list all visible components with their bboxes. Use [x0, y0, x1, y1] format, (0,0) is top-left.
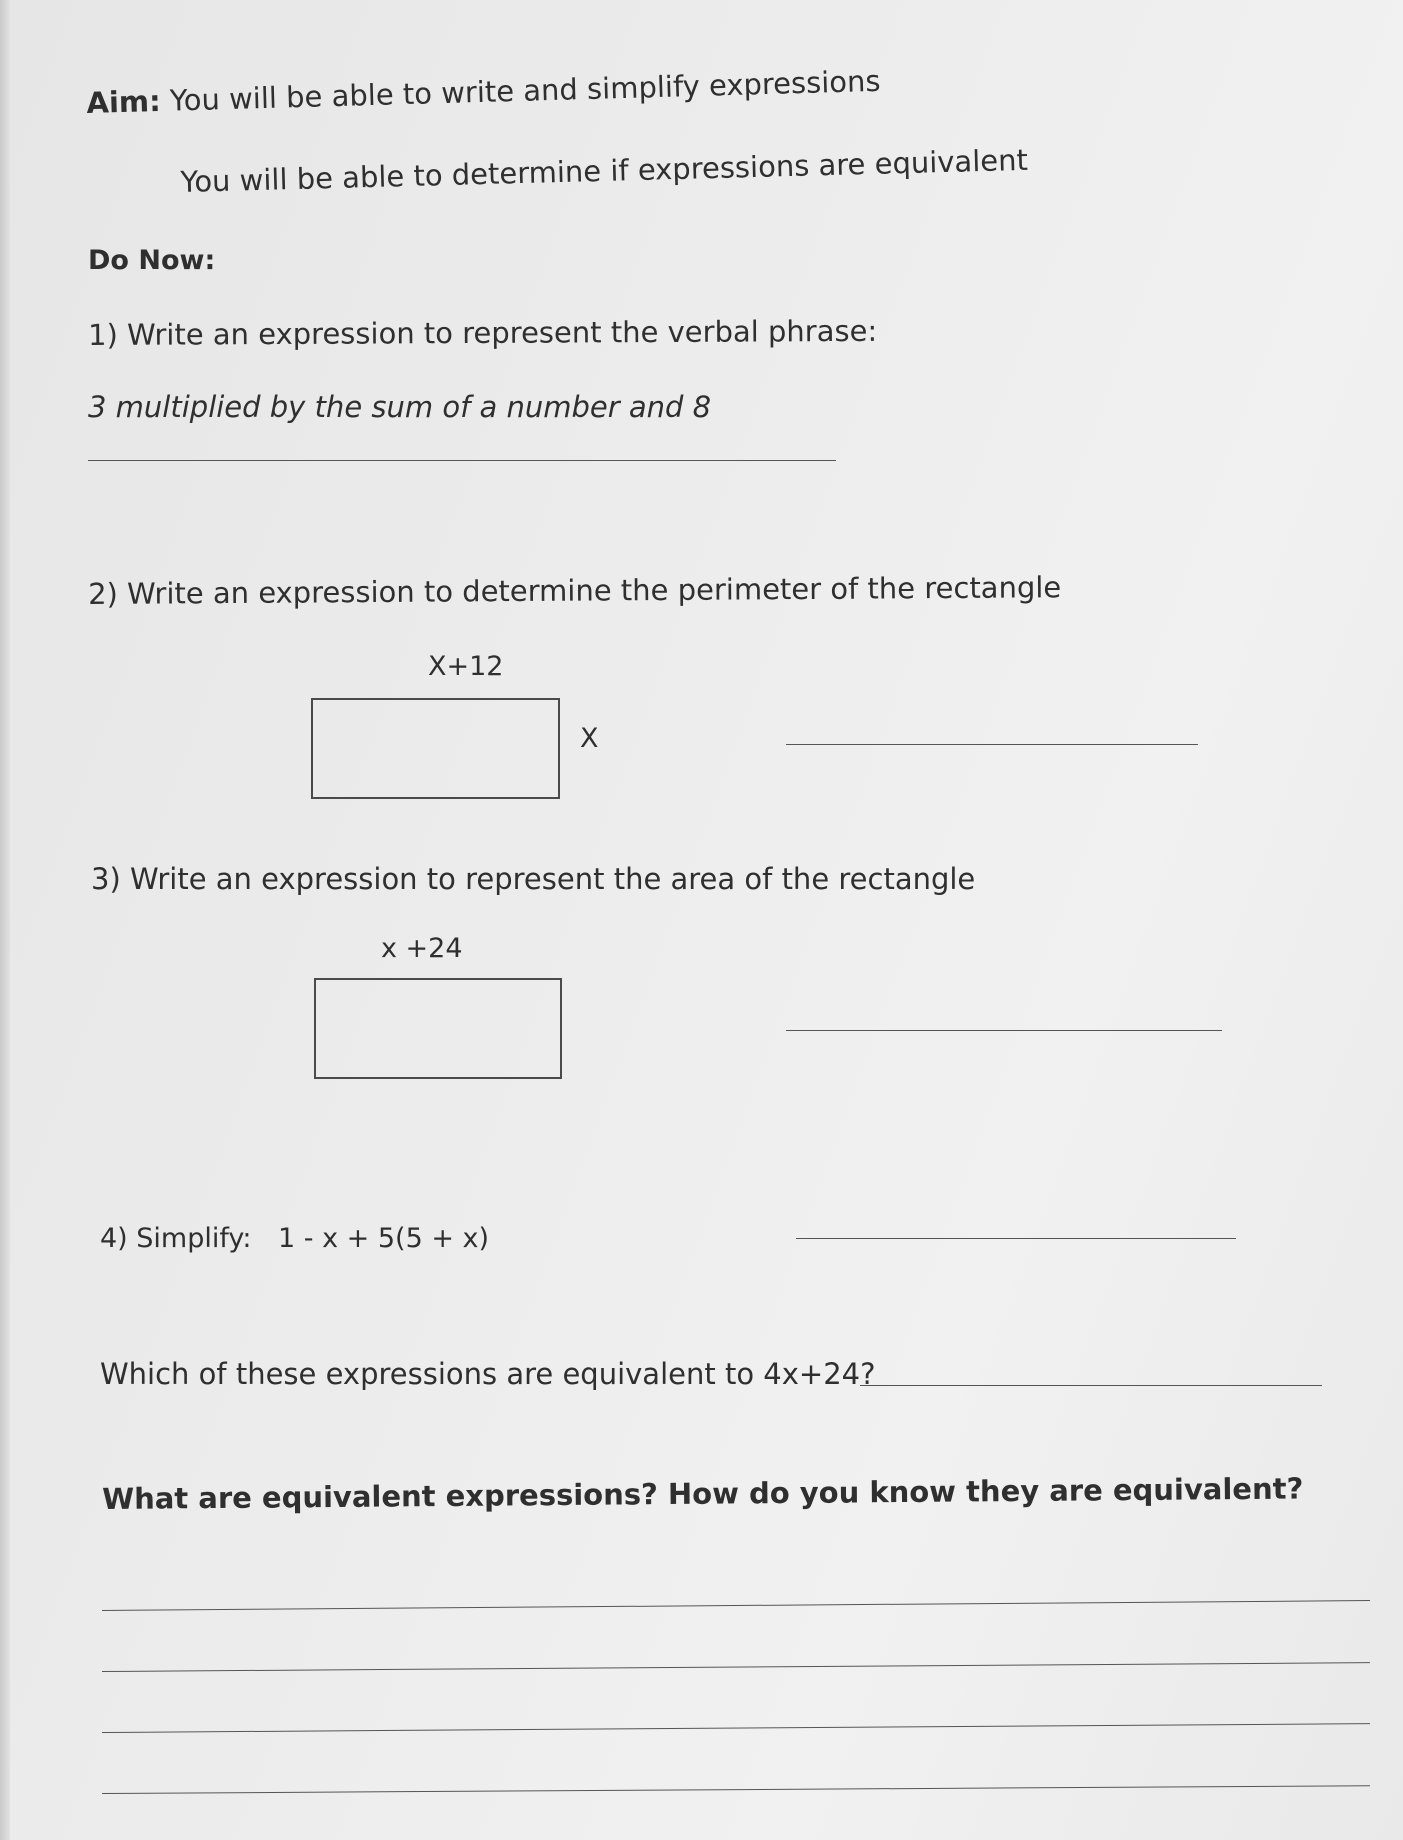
question-1-phrase: 3 multiplied by the sum of a number and 8: [88, 390, 712, 424]
question-1-prompt: 1) Write an expression to represent the verbal phrase:: [88, 313, 878, 352]
question-4-answer-line[interactable]: [796, 1238, 1236, 1239]
question-1-answer-line[interactable]: [88, 460, 836, 461]
aim-line-2: You will be able to determine if expressions are equivalent: [180, 142, 1029, 199]
rectangle-2: [314, 978, 562, 1079]
reflection-answer-line-1[interactable]: [102, 1600, 1370, 1611]
reflection-answer-line-3[interactable]: [102, 1723, 1370, 1733]
question-5-answer-line[interactable]: [860, 1385, 1322, 1386]
question-4-expression: 1 - x + 5(5 + x): [278, 1223, 490, 1254]
reflection-answer-line-2[interactable]: [102, 1662, 1370, 1672]
reflection-prompt: What are equivalent expressions? How do you know they are equivalent?: [102, 1471, 1304, 1516]
aim-label: Aim:: [86, 83, 162, 120]
rectangle-2-top-label: x +24: [381, 933, 463, 964]
question-2-prompt: 2) Write an expression to determine the perimeter of the rectangle: [88, 570, 1062, 611]
question-2-answer-line[interactable]: [786, 744, 1198, 745]
question-5-prompt: Which of these expressions are equivalent to 4x+24?: [100, 1357, 876, 1391]
rectangle-1-side-label: X: [580, 723, 599, 754]
rectangle-1-top-label: X+12: [428, 651, 504, 682]
aim-line-1: [86, 64, 881, 120]
reflection-answer-line-4[interactable]: [102, 1785, 1370, 1794]
question-3-answer-line[interactable]: [786, 1030, 1222, 1031]
paper-edge-shadow: [0, 0, 10, 1840]
question-4-label: 4) Simplify:: [100, 1223, 252, 1254]
rectangle-1: [311, 698, 560, 799]
aim-text-1: You will be able to write and simplify expressions: [169, 63, 881, 118]
question-3-prompt: 3) Write an expression to represent the area of the rectangle: [91, 862, 976, 896]
do-now-heading: Do Now:: [88, 245, 216, 276]
